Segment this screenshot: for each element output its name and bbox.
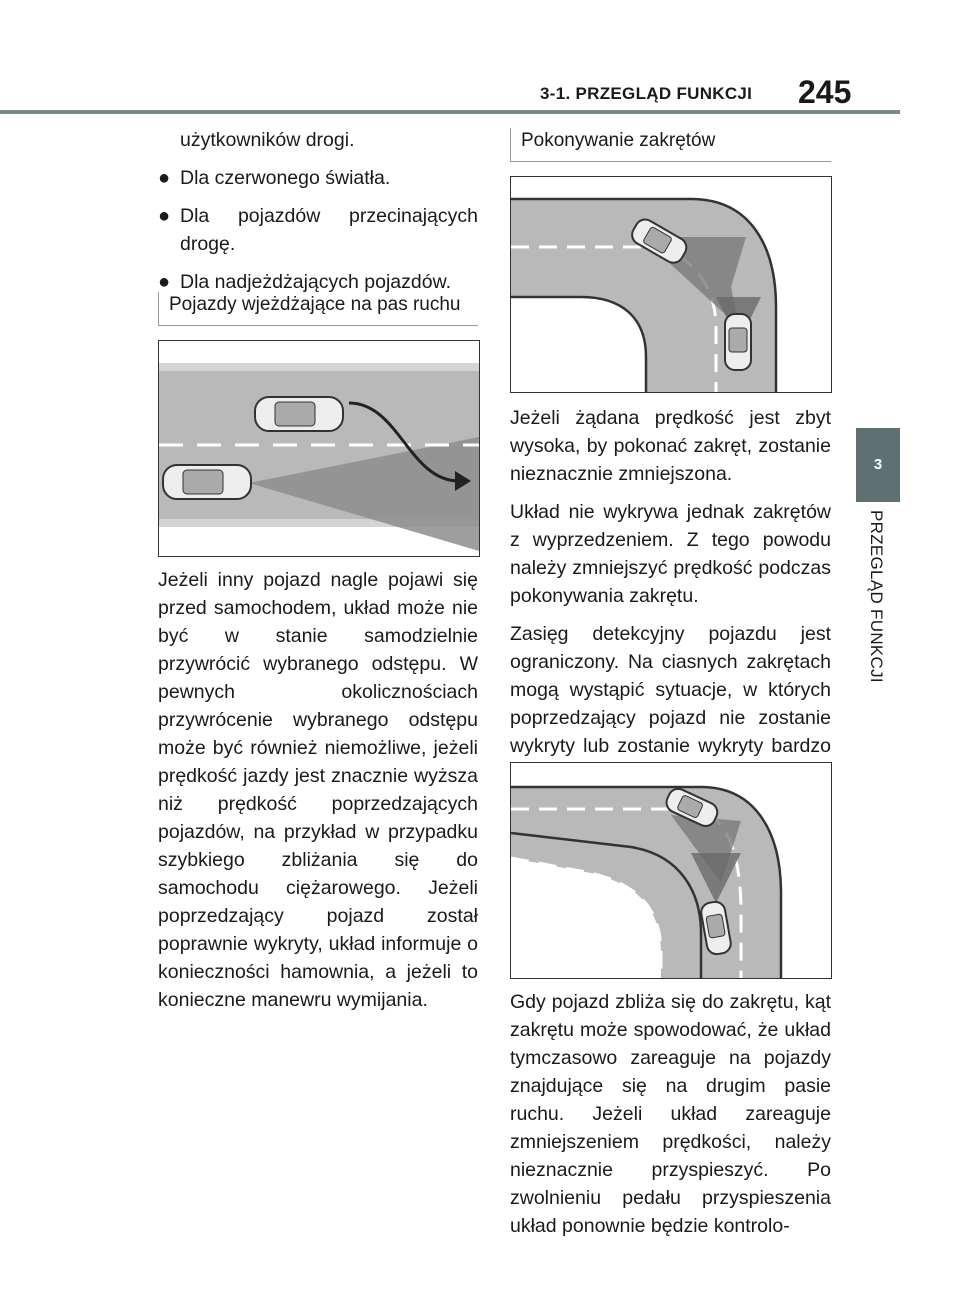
list-item-text: Dla nadjeżdżających pojazdów.	[180, 271, 452, 293]
car-icon	[255, 397, 343, 431]
subheading-curves: Pokonywanie zakrętów	[510, 128, 831, 162]
chapter-side-label	[866, 510, 896, 810]
list-item	[158, 164, 478, 192]
subheading-lane-entry: Pojazdy wjeżdżające na pas ruchu	[158, 292, 478, 326]
bullet-icon: ●	[158, 167, 171, 189]
right-paragraph-last	[510, 988, 831, 1240]
lane-cut-in-illustration	[158, 340, 480, 557]
car-icon	[163, 465, 251, 499]
right-paragraphs	[510, 404, 831, 788]
left-intro	[158, 126, 478, 296]
chapter-tab[interactable]: 3	[856, 428, 900, 502]
chapter-side-label-text: PRZEGLĄD FUNKCJI	[867, 510, 886, 683]
curve-illustration-2	[510, 762, 832, 979]
body-paragraph: Jeżeli żądana prędkość jest zbyt wysoka, by pokonać zakręt, zostanie nieznacznie zmniejszona.	[510, 407, 831, 485]
curve-illustration-1	[510, 176, 832, 393]
body-paragraph: Jeżeli inny pojazd nagle pojawi się przed samochodem, układ może nie być w stanie samodzielnie przywrócić wybranego odstępu. W pewnych okolicznościach przywrócenie wybranego odstępu może być również niemożliwe, jeżeli prędkość jazdy jest znacznie wyższa niż prędkość poprzedzających pojazdów, na przykład w przypadku szybkiego zbliżania się do samochodu ciężarowego. Jeżeli poprzedzający pojazd został poprawnie wykryty, układ informuje o konieczności hamownia, a jeżeli to konieczne manewru wymijania.	[158, 569, 478, 1011]
header-divider	[0, 110, 900, 114]
body-paragraph: Gdy pojazd zbliża się do zakrętu, kąt zakrętu może spowodować, że układ tymczasowo zareaguje na pojazdy znajdujące się na drugim pasie ruchu. Jeżeli układ zareaguje zmniejszeniem prędkości, należy nieznacznie przyspieszyć. Po zwolnieniu pedału przyspieszenia układ ponownie będzie kontrolo-	[510, 991, 831, 1237]
intro-line: użytkowników drogi.	[180, 129, 355, 151]
page-number: 245	[798, 74, 852, 110]
bullet-icon: ●	[158, 271, 171, 293]
list-item	[158, 202, 478, 258]
body-paragraph: Układ nie wykrywa jednak zakrętów z wyprzedzeniem. Z tego powodu należy zmniejszyć prędkość podczas pokonywania zakrętu.	[510, 501, 831, 607]
bullet-icon: ●	[158, 205, 171, 227]
car-icon	[725, 314, 751, 370]
list-item-text: Dla pojazdów przecinających drogę.	[180, 205, 478, 255]
page-header	[0, 0, 960, 120]
body-paragraph: Zasięg detekcyjny pojazdu jest ograniczony. Na ciasnych zakrętach mogą wystąpić sytuacje, w których poprzedzający pojazd nie zostanie wykryty lub zostanie wykryty bardzo	[510, 623, 831, 757]
left-paragraph	[158, 566, 478, 1014]
section-title: 3-1. PRZEGLĄD FUNKCJI	[540, 84, 753, 103]
list-item-text: Dla czerwonego światła.	[180, 167, 391, 189]
